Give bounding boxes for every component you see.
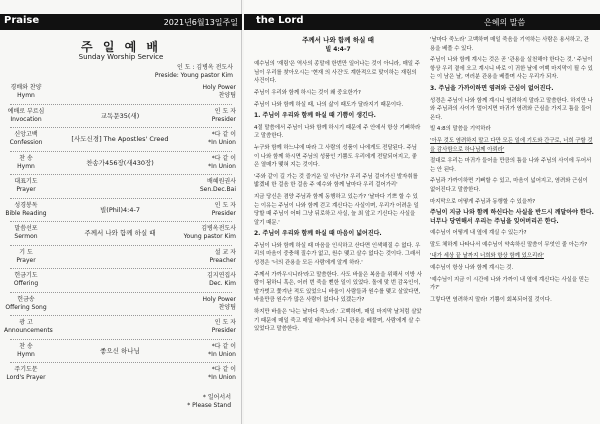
item-leader-english: Presider	[211, 209, 236, 217]
order-row	[0, 249, 242, 267]
sermon-paragraph: 예수님이 어떻게 내 옆에 계실 수 있는가?	[430, 230, 527, 237]
sermon-paragraph: 빌 4:8의 말씀을 기억하라	[430, 126, 491, 133]
item-name-english: Sermon	[14, 233, 38, 240]
stand-note-english: * Please Stand	[187, 402, 231, 409]
item-leader	[180, 131, 236, 147]
item-leader	[180, 366, 236, 382]
order-row	[0, 155, 242, 173]
item-name-english: Offering Song	[5, 303, 47, 311]
item-name	[4, 366, 48, 382]
item-leader	[180, 343, 236, 359]
stand-note	[187, 394, 231, 410]
item-leader	[180, 108, 236, 124]
item-leader-korean: *다 같 이	[211, 342, 236, 350]
sermon-paragraph: 주께서 가까우시니라'라고 말씀한다. 사도 바울은 복음을 위해서 이방 사람이 됨하니 혹은, 어러 번 죽을 뻔한 일이 있었다. 돌에 맞 번 감옥인이, 발가벗고 쫓겨난 적도 있었으니 바울이 사람들과 원수를 맺고 살았다면, 바울만큼 원수가 많은 사람이 없다나 있겠는가?	[254, 271, 422, 304]
sermon-verse: 빌 4:4-7	[325, 45, 351, 53]
sermon-paragraph: 말도 체하게 나타나서 예수님이 약속하신 말씀이 무엇인 줄 아는가?	[430, 241, 588, 248]
praise-label: Praise	[4, 15, 40, 26]
item-name	[4, 319, 53, 335]
row-divider	[10, 245, 232, 246]
item-detail: 주께서 나와 함께 하실 때	[84, 229, 156, 237]
item-leader	[180, 249, 236, 265]
item-leader-english: *In Union	[208, 139, 236, 146]
praise-header-bar	[0, 14, 242, 30]
item-leader-korean: 김지연집사	[207, 272, 236, 279]
item-leader	[180, 272, 236, 288]
item-leader-english: Young pastor Kim	[183, 233, 236, 240]
item-leader-korean: Holy Power	[202, 295, 236, 303]
item-name	[4, 84, 48, 100]
sermon-paragraph: 절대로 우리는 마귀가 들어올 만큼의 틈을 나와 주님의 사이에 두어서는 안 된다.	[430, 158, 592, 173]
presider-korean: 인 도 : 김병옥 전도사	[176, 64, 233, 71]
item-name-korean: 헌금기도	[14, 272, 38, 279]
item-name-english: Prayer	[16, 256, 36, 264]
item-name-korean: 찬 송	[19, 154, 33, 162]
sermon-paragraph: 예수님의 '재림'은 역사의 종말에 한번만 일어나는 것이 아니라, 매일 주님이 우리를 찾아오시는 '현재 의 사건'도 계한적으로 맞이하는 재림의 사건이다.	[254, 61, 420, 85]
item-detail: 교독문35(새)	[100, 111, 140, 120]
item-leader-english: 찬양팀	[218, 92, 236, 99]
row-divider	[10, 104, 232, 105]
order-of-worship-page	[0, 0, 242, 424]
sermon-paragraph: '날마다 죽노라' 고백하며 매일 죽음을 기억하는 사람은 용서하고, 관용을 베풀 수 있다.	[430, 37, 589, 52]
sermon-paragraph: 지금 당신은 겸양 주님과 함께 동행하고 있는가? '날마다 기쁘 할 수 있는 이유는 주님이 나와 함께 걷고 계신다는 사실이며, 우리가 어려운 일 당할 때 주님이 어떠 그냥 뒤로하고 사실, 늘 최 앞고 기신다는 사실을 알기 때문.'	[254, 193, 419, 226]
item-leader-korean: Holy Power	[202, 84, 236, 91]
service-subtitle: Sunday Worship Service	[78, 53, 164, 61]
item-leader-korean: 인 도 자	[214, 201, 236, 209]
row-divider	[10, 127, 232, 128]
sermon-paragraph: '예수님이 지금 이 시간에 나와 가까이 내 옆에 계신다는 사실을 믿는가?'	[430, 276, 590, 292]
item-leader	[180, 319, 236, 335]
item-name-english: Prayer	[16, 186, 36, 193]
sermon-paragraph: 주님이 우리와 함께 하시는 것이 왜 중요한가?	[254, 89, 361, 96]
sermon-paragraph: '주와 같이 길 가는 것 즐거운 일 아닌가? 우리 주님 걸어가신 발자취를 밟겠네 한 걸음 한 걸음 주 예수와 함께 날마다 우리 걸어가리'	[254, 173, 418, 189]
sermon-point-heading: 3. 주님을 가까이하면 염려와 근심이 없어진다.	[430, 84, 554, 92]
item-name-english: Hymn	[17, 92, 35, 99]
item-name	[4, 202, 48, 218]
item-name-korean: 찬 송	[19, 342, 33, 350]
row-divider	[10, 362, 232, 363]
item-leader-english: 찬양팀	[218, 303, 236, 311]
row-divider	[10, 221, 232, 222]
sermon-title: 주께서 나와 함께 하실 때	[302, 36, 374, 44]
row-divider	[10, 151, 232, 152]
sermon-column-left	[254, 36, 422, 337]
item-leader-english: Sen.Dec.Bai	[199, 186, 236, 193]
item-name-english: Hymn	[17, 350, 35, 358]
sermon-paragraph: 4절 말씀에서 주님이 나와 함께 하시기 때문에 주 안에서 항상 기뻐하라고 말씀한다.	[254, 124, 421, 140]
item-leader-korean: 배혜원권사	[207, 178, 236, 185]
the-lord-label: the Lord	[256, 15, 304, 26]
item-name-english: Lord's Prayer	[6, 374, 46, 381]
item-name-korean: 예배로 부르심	[7, 107, 45, 115]
item-name-korean: 경배와 찬양	[10, 84, 42, 91]
item-leader-korean: 설 교 자	[214, 248, 236, 256]
item-name-korean: 주기도문	[14, 366, 38, 373]
sermon-paragraph: 주님이 나와 함께 하실 때 마음을 인식하고 산다면 인색해질 수 없다. 우리의 마음이 중충해 질수가 없고, 원수 맺고 살수 없다는 것이다. 그래서 성경은 '너의 관용을 모든 사람에게 알게 하라.'	[254, 242, 421, 267]
sermon-paragraph: 하지만 바울은 '나는 날마다 죽노라.' 고백하며, 매일 마지막 날처럼 살았기 때문에 매일 죽고 매일 태어나게 되니 관용을 베풀며, 사람에게 살 수 있었다고 말씀한다.	[254, 309, 422, 333]
item-leader-english: Dec. Kim	[209, 280, 236, 287]
item-leader-korean: *다 같 이	[211, 131, 236, 138]
sermon-point-heading: 1. 주님이 우리와 함께 하실 때 기쁨이 생긴다.	[254, 112, 376, 120]
item-leader-korean: 김병옥전도사	[201, 225, 236, 232]
sermon-header-bar	[244, 14, 600, 30]
order-row	[0, 319, 242, 337]
sermon-paragraph: 성경은 주님이 나와 함께 계시니 염려하지 말라고 말씀한다. 하지만 나와 주님과의 사이가 멀어지면 마귀가 염려와 근심을 가지고 틈을 들어온다.	[430, 97, 593, 121]
order-row	[0, 343, 242, 361]
order-row	[0, 296, 242, 314]
order-row	[0, 225, 242, 243]
item-name	[4, 272, 48, 288]
item-name	[4, 178, 48, 194]
service-date: 2021년6월13일주일	[163, 18, 238, 27]
row-divider	[10, 292, 232, 293]
order-row	[0, 178, 242, 196]
order-row	[0, 202, 242, 220]
item-name-english: Bible Reading	[5, 209, 47, 217]
item-name	[4, 225, 48, 241]
sermon-point-heading: 주님이 지금 나와 함께 하신다는 사실을 반드시 깨달아야 한다. 너무나 당연해서 우리는 주님을 잊어버리곤 한다.	[430, 209, 594, 225]
item-name	[4, 131, 48, 147]
item-leader-korean: *다 같 이	[211, 154, 236, 162]
item-detail: 좋으신 하나님	[100, 346, 140, 355]
sermon-column-right	[430, 36, 594, 307]
sermon-paragraph: '내가 세상 끝 날까지 너희와 항상 함께 있으리라'	[430, 253, 544, 260]
item-name-english: Offering	[13, 280, 39, 287]
item-leader	[180, 84, 236, 100]
item-leader-korean: *다 같 이	[211, 366, 236, 373]
item-leader-english: *In Union	[208, 350, 236, 358]
item-leader-english: *In Union	[208, 162, 236, 170]
sermon-point-heading: 2. 주님이 우리와 함께 하실 때 마음이 넓어진다.	[254, 230, 382, 238]
order-row	[0, 272, 242, 290]
item-leader-english: Presider	[211, 115, 236, 123]
sermon-paragraph: '아무 것도 염려하지 말고 다만 모든 일에 기도와 간구로, 너희 구할 것을 감사함으로 하나님께 아뢰라'	[430, 137, 593, 153]
item-leader-korean: 인 도 자	[214, 107, 236, 115]
item-leader-english: *In Union	[208, 374, 236, 381]
item-name	[4, 249, 48, 265]
sermon-paragraph: 마지막으로 어떻게 주님과 동행할 수 있을까?	[430, 198, 536, 205]
presider-english: Preside: Young pastor Kim	[154, 72, 233, 79]
order-row	[0, 366, 242, 384]
item-leader-korean: 인 도 자	[214, 319, 236, 326]
item-leader-english: Presider	[211, 327, 236, 334]
sermon-paragraph: 주님이 나와 함께 계시는 것은 곧 '관용을 실천해야 한다는 것.' 주님이 항상 우리 곁에 오고 계시니 바로 이 귀한 날에 여백 마지막이 될 수 있는 이 남은 날, 여러분 관용을 베풀며 사는 우리가 되자.	[430, 57, 593, 81]
item-name	[4, 343, 48, 359]
sermon-text-left	[254, 60, 422, 334]
row-divider	[10, 174, 232, 175]
item-leader	[180, 155, 236, 171]
row-divider	[10, 339, 232, 340]
item-leader	[180, 178, 236, 194]
item-detail: 찬송가456장(새430장)	[86, 158, 154, 167]
sermon-page	[244, 0, 600, 424]
sermon-paragraph: 그렇다면 염려하지 말라! 기쁨이 회복되어질 것이다.	[430, 296, 552, 303]
sermon-paragraph: 주님과 가까이하면 기뻐할 수 있고, 마음이 넓어지고, 염려와 근심이 없어진다고 말씀한다.	[430, 178, 588, 193]
item-detail: 빌(Phil)4:4-7	[100, 205, 140, 214]
item-name-korean: 기 도	[19, 248, 33, 256]
row-divider	[10, 315, 232, 316]
item-leader	[180, 296, 236, 312]
sermon-text-right	[430, 36, 594, 304]
item-name	[4, 155, 48, 171]
row-divider	[10, 268, 232, 269]
item-name-korean: 대표기도	[14, 178, 38, 185]
item-name-korean: 신앙고백	[14, 131, 38, 138]
grace-word-title: 은혜의 말씀	[484, 18, 526, 27]
item-name-korean: 광 고	[19, 319, 33, 326]
order-row	[0, 108, 242, 126]
sermon-paragraph: 예수님이 항상 나와 함께 계시는 것.	[430, 265, 514, 272]
presider-block	[155, 64, 233, 80]
item-name-korean: 말씀선포	[14, 225, 38, 232]
item-name-korean: 성경봉독	[14, 201, 38, 209]
sermon-paragraph: 주님이 나와 함께 하실 때, 나의 삶이 때도가 달라지기 때문이다.	[254, 101, 404, 108]
order-row	[0, 131, 242, 149]
order-row	[0, 84, 242, 102]
item-leader	[180, 225, 236, 241]
item-name	[4, 108, 48, 124]
sermon-paragraph: 누구와 함께 하느냐에 따라 그 사람의 성품이 나에게도 전달된다. 주님이 나와 함께 하시면 주님의 성품인 기쁨도 우리에게 전달되어지고, 좋은 열매가 맺혀 지는 것이다.	[254, 144, 417, 169]
item-name-english: Announcements	[4, 327, 53, 334]
item-name	[4, 296, 48, 312]
item-leader-english: Preacher	[209, 256, 236, 264]
item-name-english: Hymn	[17, 162, 35, 170]
item-leader	[180, 202, 236, 218]
item-name-english: Invocation	[10, 115, 42, 123]
item-name-english: Confession	[9, 139, 43, 146]
item-name-korean: 헌금송	[17, 295, 35, 303]
service-title: 주 일 예 배	[81, 40, 161, 54]
row-divider	[10, 198, 232, 199]
item-detail: [사도신경] The Apostles' Creed	[71, 135, 169, 143]
stand-note-korean: * 일어서서	[202, 394, 231, 401]
